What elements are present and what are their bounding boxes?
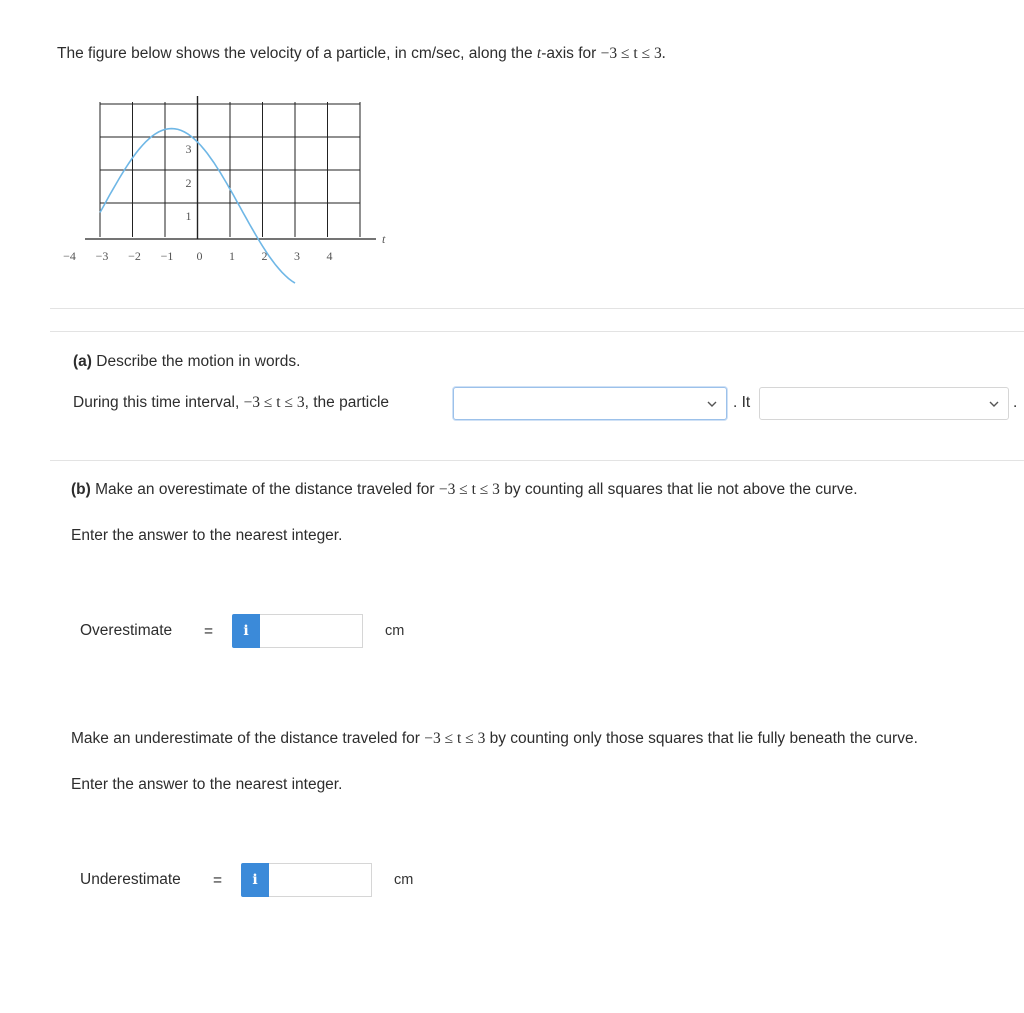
y-tick-labels (186, 142, 192, 223)
chevron-down-icon (988, 398, 1000, 410)
part-a-label: (a) (73, 353, 92, 370)
chevron-down-icon (706, 398, 718, 410)
x-tick-label: −3 (95, 249, 109, 263)
x-tick-label: −1 (160, 249, 174, 263)
part-b-prompt-text-end: by counting all squares that lie not above the curve. (499, 481, 858, 498)
x-tick-label: 1 (229, 249, 235, 263)
y-tick-label: 2 (185, 176, 192, 190)
part-b-prompt-text: Make an overestimate of the distance traveled for (90, 481, 439, 498)
underestimate-unit: cm (394, 872, 414, 888)
x-tick-label: 4 (326, 249, 333, 263)
overestimate-unit: cm (385, 623, 405, 639)
underestimate-rounding-note: Enter the answer to the nearest integer. (71, 776, 343, 793)
underestimate-prompt (71, 729, 918, 749)
y-tick-label: 3 (185, 142, 192, 156)
x-tick-label: −4 (63, 249, 76, 263)
part-a-sentence-end: , the particle (304, 394, 390, 411)
grid (100, 102, 360, 237)
part-b-range: −3 ≤ t ≤ 3 (438, 481, 500, 498)
part-a-prompt (73, 352, 300, 372)
problem-intro (57, 44, 666, 64)
motion-speed-dropdown[interactable] (759, 387, 1009, 420)
info-icon[interactable]: i (241, 863, 269, 897)
equals-sign: = (204, 623, 214, 640)
info-icon[interactable]: i (232, 614, 260, 648)
part-a-range: −3 ≤ t ≤ 3 (243, 394, 305, 411)
part-a-sentence (73, 393, 389, 413)
t-axis-label: t (382, 232, 386, 246)
underestimate-label: Underestimate (80, 871, 181, 888)
part-a-sentence-start: During this time interval, (73, 394, 244, 411)
underestimate-prompt-text: Make an underestimate of the distance traveled for (71, 730, 425, 747)
x-tick-label: 2 (261, 249, 268, 263)
velocity-graph (63, 92, 400, 272)
sentence-period: . (1013, 394, 1018, 411)
equals-sign: = (213, 872, 223, 889)
it-text: . It (733, 394, 751, 411)
motion-direction-dropdown[interactable] (453, 387, 727, 420)
y-tick-label: 1 (185, 209, 192, 223)
underestimate-input[interactable] (269, 863, 372, 897)
x-tick-label: 0 (196, 249, 203, 263)
x-tick-labels (63, 249, 332, 263)
x-tick-label: 3 (294, 249, 300, 263)
intro-text-middle: -axis for (541, 45, 601, 62)
divider (50, 460, 1024, 461)
x-tick-label: −2 (128, 249, 141, 263)
part-a-prompt-text: Describe the motion in words. (91, 353, 301, 370)
divider (50, 308, 1024, 309)
intro-text: The figure below shows the velocity of a particle, in cm/sec, along the (57, 45, 537, 62)
intro-variable: t (536, 45, 542, 62)
divider (50, 331, 1024, 332)
part-b-label: (b) (71, 481, 91, 498)
underestimate-prompt-text-end: by counting only those squares that lie fully beneath the curve. (485, 730, 918, 747)
underestimate-range: −3 ≤ t ≤ 3 (424, 730, 486, 747)
overestimate-label: Overestimate (80, 622, 173, 639)
overestimate-input[interactable] (260, 614, 363, 648)
part-b-prompt (71, 480, 858, 500)
velocity-figure (63, 92, 400, 272)
part-b-rounding-note: Enter the answer to the nearest integer. (71, 527, 343, 544)
intro-range: −3 ≤ t ≤ 3. (600, 45, 666, 62)
